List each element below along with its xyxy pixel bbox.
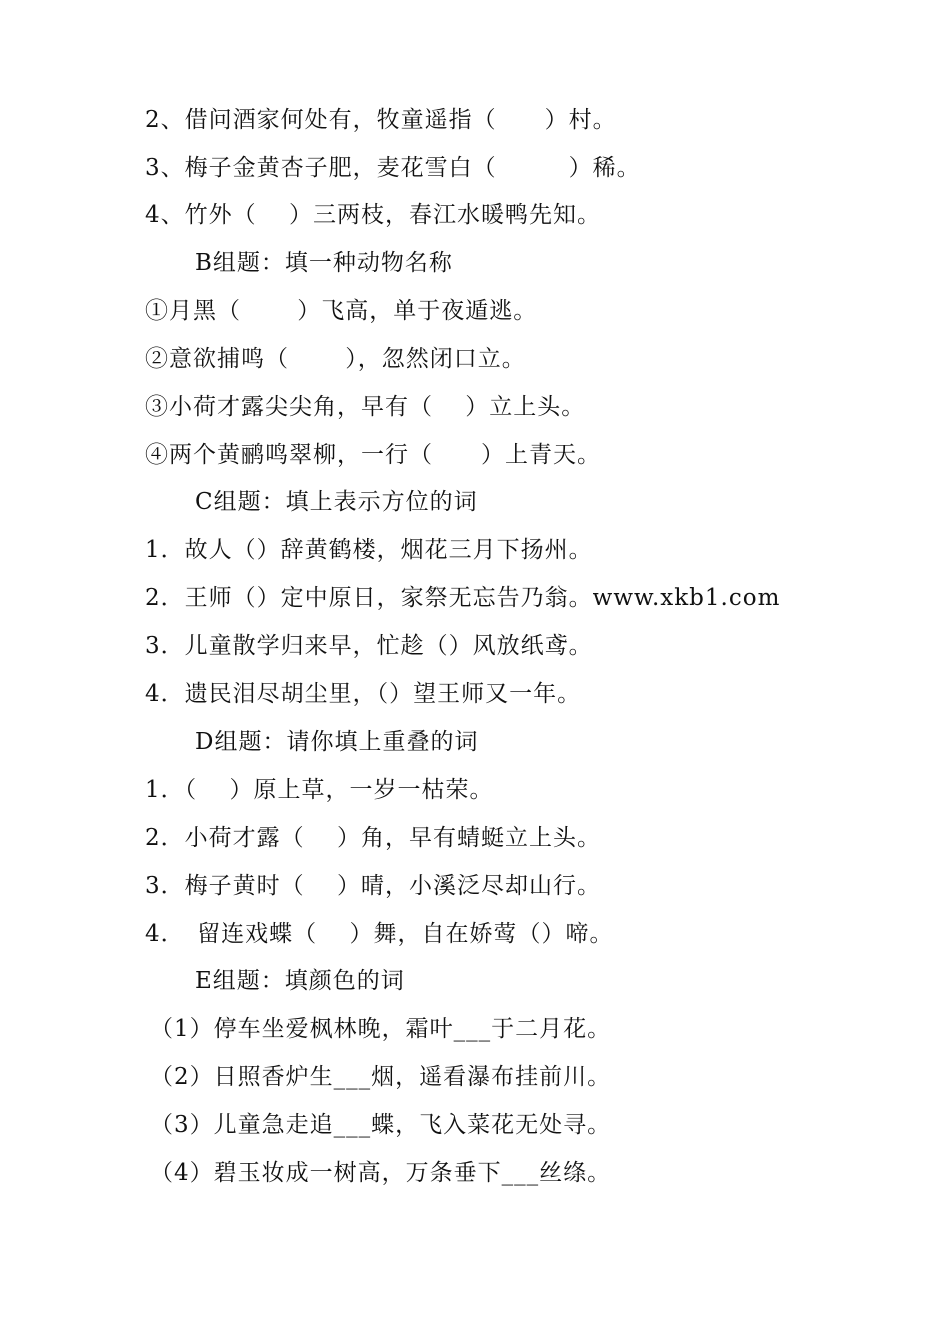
- poem-line-e1: （1）停车坐爱枫林晚，霜叶___于二月花。: [150, 1016, 612, 1042]
- poem-line-d2: 2．小荷才露（ ）角，早有蜻蜓立上头。: [145, 825, 601, 851]
- poem-line-c2: 2．王师（）定中原日，家祭无忘告乃翁。www.xkb1.com: [145, 585, 781, 611]
- section-e-heading: E组题：填颜色的词: [195, 968, 405, 994]
- poem-line-c4: 4．遗民泪尽胡尘里，（）望王师又一年。: [145, 681, 582, 707]
- poem-line-b1: ①月黑（ ）飞高，单于夜遁逃。: [145, 298, 538, 324]
- poem-line-d3: 3．梅子黄时（ ）晴，小溪泛尽却山行。: [145, 873, 601, 899]
- poem-line-a2: 2、借问酒家何处有，牧童遥指（ ）村。: [145, 107, 617, 133]
- poem-line-e4: （4）碧玉妆成一树高，万条垂下___丝绦。: [150, 1160, 612, 1186]
- poem-line-b2: ②意欲捕鸣（ ），忽然闭口立。: [145, 346, 526, 372]
- section-d-heading: D组题：请你填上重叠的词: [195, 729, 479, 755]
- poem-line-e2: （2）日照香炉生___烟，遥看瀑布挂前川。: [150, 1064, 612, 1090]
- section-c-heading: C组题：填上表示方位的词: [195, 489, 478, 515]
- poem-line-c3: 3．儿童散学归来早，忙趁（）风放纸鸢。: [145, 633, 593, 659]
- poem-line-a4: 4、竹外（ ）三两枝，春江水暖鸭先知。: [145, 202, 601, 228]
- poem-line-b4: ④两个黄鹂鸣翠柳，一行（ ）上青天。: [145, 442, 601, 468]
- poem-line-d4: 4． 留连戏蝶（ ）舞，自在娇莺（）啼。: [145, 921, 614, 947]
- poem-line-b3: ③小荷才露尖尖角，早有（ ）立上头。: [145, 394, 586, 420]
- poem-line-c1: 1．故人（）辞黄鹤楼，烟花三月下扬州。: [145, 537, 593, 563]
- section-b-heading: B组题：填一种动物名称: [195, 250, 453, 276]
- poem-line-a3: 3、梅子金黄杏子肥，麦花雪白（ ）稀。: [145, 155, 641, 181]
- poem-line-d1: 1．（ ）原上草，一岁一枯荣。: [145, 777, 494, 803]
- poem-line-e3: （3）儿童急走追___蝶，飞入菜花无处寻。: [150, 1112, 612, 1138]
